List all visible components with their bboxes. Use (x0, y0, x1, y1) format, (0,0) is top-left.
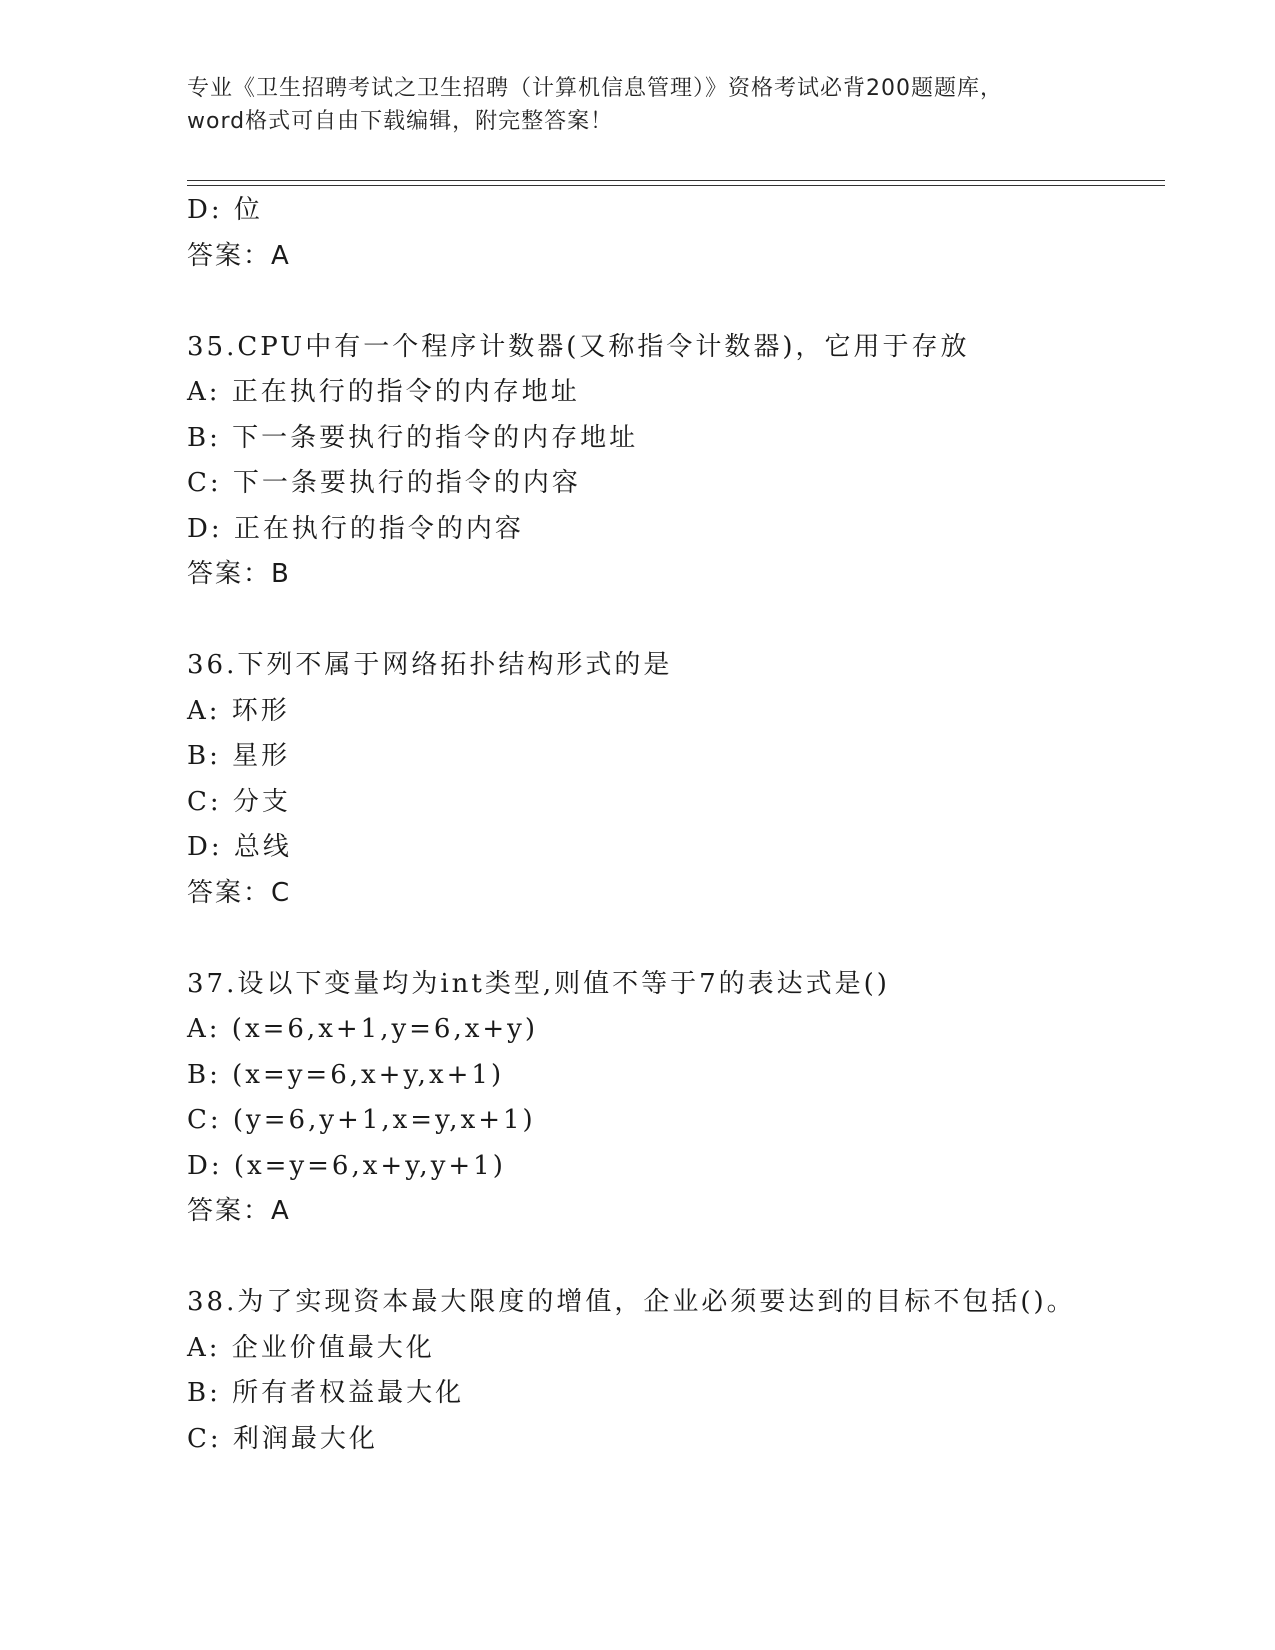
question-block (187, 962, 1147, 1235)
answer-line: 答案：A (187, 1196, 291, 1226)
header-divider-bottom (187, 185, 1165, 186)
question-block (187, 188, 1147, 279)
answer-line: 答案：A (187, 240, 291, 271)
answer-line: 答案：B (187, 559, 291, 589)
option-a: A: (x=6,x+1,y=6,x+y) (187, 1014, 539, 1044)
option-d: D: (x=y=6,x+y,y+1) (187, 1150, 506, 1181)
block-spacer (187, 916, 1147, 962)
option-d: D: 正在执行的指令的内容 (187, 513, 524, 544)
question-text: 36.下列不属于网络拓扑结构形式的是 (187, 650, 673, 680)
option-c: C: 利润最大化 (187, 1423, 378, 1454)
document-header (187, 72, 1087, 138)
block-spacer (187, 279, 1147, 325)
option-b: B: 下一条要执行的指令的内存地址 (187, 422, 639, 453)
question-block (187, 1280, 1147, 1462)
question-text: 37.设以下变量均为int类型,则值不等于7的表达式是() (187, 968, 890, 999)
header-title-line-2: word格式可自由下载编辑，附完整答案！ (187, 109, 614, 134)
question-list (187, 188, 1147, 1462)
option-b: B: (x=y=6,x+y,x+1) (187, 1059, 505, 1090)
question-text: 35.CPU中有一个程序计数器(又称指令计数器)，它用于存放 (187, 331, 970, 362)
question-text: 38.为了实现资本最大限度的增值，企业必须要达到的目标不包括()。 (187, 1287, 1076, 1317)
answer-line: 答案：C (187, 877, 292, 908)
option-a: A: 企业价值最大化 (187, 1332, 435, 1363)
question-block (187, 325, 1147, 598)
option-d: D: 总线 (187, 832, 292, 862)
block-spacer (187, 1235, 1147, 1281)
block-spacer (187, 598, 1147, 644)
option-b: B: 星形 (187, 741, 291, 771)
option-a: A: 环形 (187, 695, 290, 726)
option-c: C: 分支 (187, 786, 291, 817)
option-c: C: 下一条要执行的指令的内容 (187, 468, 581, 498)
option-b: B: 所有者权益最大化 (187, 1378, 465, 1408)
option-c: C: (y=6,y+1,x=y,x+1) (187, 1105, 536, 1135)
option-a: A: 正在执行的指令的内存地址 (187, 377, 580, 407)
header-title-line-1: 专业《卫生招聘考试之卫生招聘（计算机信息管理）》资格考试必背200题题库， (187, 76, 1003, 101)
option-d: D: 位 (187, 195, 263, 225)
header-divider-top (187, 180, 1165, 181)
question-block (187, 643, 1147, 916)
